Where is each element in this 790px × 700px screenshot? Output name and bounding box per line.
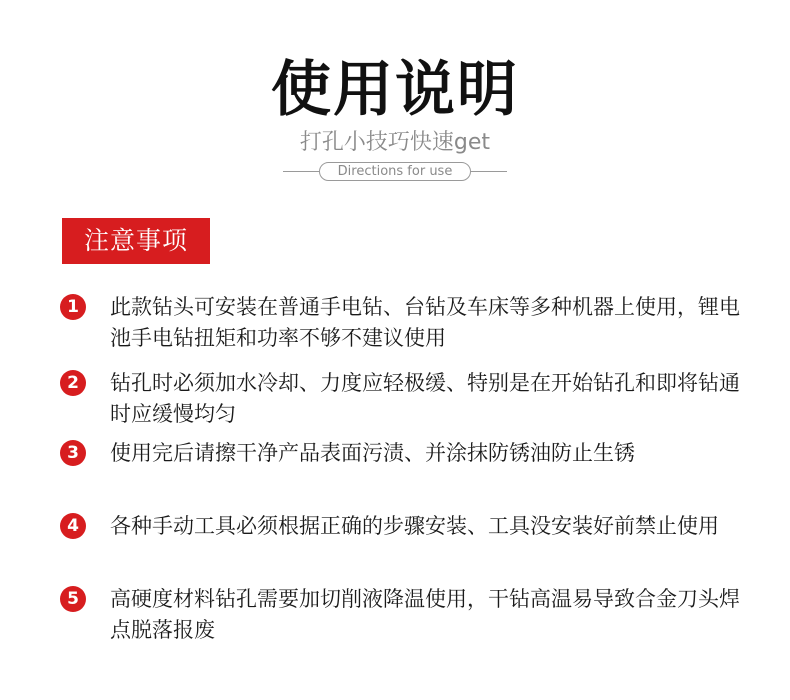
english-label: Directions for use (319, 162, 471, 181)
note-text: 使用完后请擦干净产品表面污渍、并涂抹防锈油防止生锈 (110, 441, 635, 465)
divider-line-right (471, 171, 507, 172)
divider-line-left (283, 171, 319, 172)
section-tag: 注意事项 (62, 218, 210, 264)
note-number-badge: 3 (60, 440, 86, 466)
note-text: 钻孔时必须加水冷却、力度应轻极缓、特别是在开始钻孔和即将钻通时应缓慢均匀 (110, 371, 740, 426)
note-text: 此款钻头可安装在普通手电钻、台钻及车床等多种机器上使用，锂电池手电钻扭矩和功率不够不建议使用 (110, 295, 740, 350)
page-subtitle: 打孔小技巧快速get (299, 130, 491, 155)
note-text: 高硬度材料钻孔需要加切削液降温使用，干钻高温易导致合金刀头焊点脱落报废 (110, 587, 740, 642)
page-title: 使用说明 (271, 55, 519, 125)
note-number-badge: 2 (60, 370, 86, 396)
note-text: 各种手动工具必须根据正确的步骤安装、工具没安装好前禁止使用 (110, 514, 719, 538)
note-number-badge: 5 (60, 586, 86, 612)
note-number-badge: 1 (60, 294, 86, 320)
english-divider (283, 162, 507, 182)
note-number-badge: 4 (60, 513, 86, 539)
